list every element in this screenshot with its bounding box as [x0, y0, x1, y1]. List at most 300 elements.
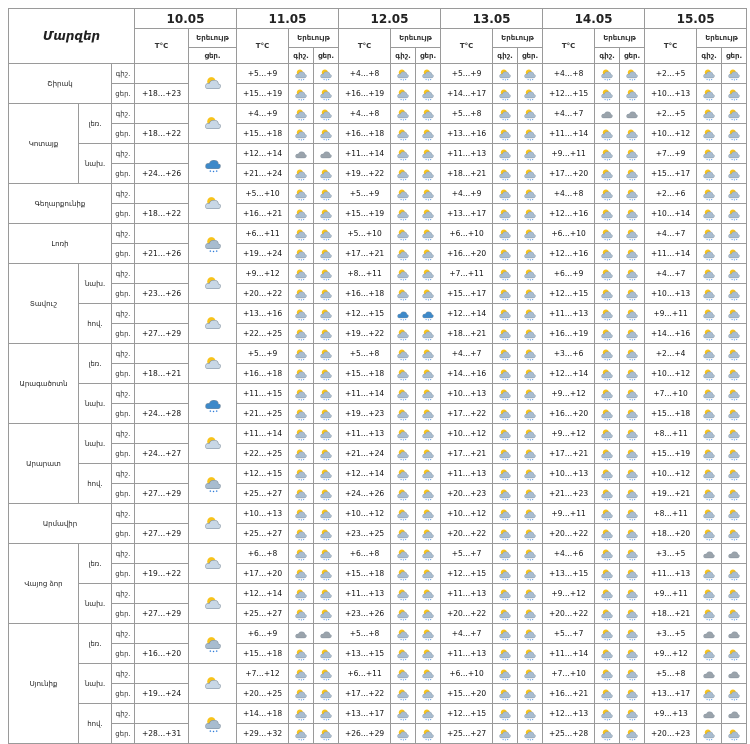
weather-cell	[595, 404, 620, 424]
cloud-sun-rain-icon	[624, 288, 640, 301]
cloud-sun-rain-icon	[497, 528, 513, 541]
cloud-sun-rain-icon	[395, 88, 411, 101]
cloud-sun-rain-icon	[599, 368, 615, 381]
temperature-cell: +5…+8	[441, 104, 493, 124]
weather-cell	[289, 384, 314, 404]
forecast-table-wrapper	[8, 8, 743, 738]
date-header: 10.05	[135, 9, 237, 29]
temperature-cell: +20…+23	[441, 484, 493, 504]
temperature-cell: +21…+26	[135, 244, 189, 264]
temperature-cell: +6…+9	[237, 624, 289, 644]
temperature-cell: +14…+16	[441, 364, 493, 384]
weather-cell	[518, 604, 543, 624]
cloud-sun-rain-icon	[522, 728, 538, 741]
temperature-cell: +6…+8	[339, 544, 391, 564]
weather-cell	[493, 344, 518, 364]
cloud-sun-rain-icon	[420, 168, 436, 181]
weather-cell	[416, 704, 441, 724]
weather-cell	[314, 564, 339, 584]
weather-cell	[518, 324, 543, 344]
weather-cell	[314, 524, 339, 544]
header-date-row	[9, 9, 747, 29]
temperature-cell: +5…+9	[339, 184, 391, 204]
cloud-sun-rain-icon	[420, 128, 436, 141]
temperature-cell	[135, 504, 189, 524]
cloud-sun-rain-icon	[497, 168, 513, 181]
temperature-cell: +11…+13	[339, 584, 391, 604]
cloud-sun-rain-icon	[522, 368, 538, 381]
cloud-sun-rain-icon	[624, 328, 640, 341]
weather-cell	[697, 724, 722, 744]
weather-header: Երեւույթ	[493, 29, 543, 48]
cloud-sun-rain-icon	[522, 588, 538, 601]
weather-cell	[391, 64, 416, 84]
weather-cell	[620, 344, 645, 364]
weather-cell	[595, 544, 620, 564]
weather-cell	[416, 264, 441, 284]
time-of-day-label: գիշ.	[112, 104, 135, 124]
weather-cell	[416, 124, 441, 144]
weather-cell	[391, 644, 416, 664]
cloud-sun-rain-icon	[318, 548, 334, 561]
weather-header: Երեւույթ	[289, 29, 339, 48]
temperature-cell: +16…+18	[339, 284, 391, 304]
cloud-sun-rain-icon	[293, 408, 309, 421]
cloud-sun-rain-icon	[318, 268, 334, 281]
cloud-sun-rain-icon	[522, 468, 538, 481]
temperature-cell: +2…+6	[645, 184, 697, 204]
table-row	[9, 104, 747, 124]
weather-cell	[391, 404, 416, 424]
cloud-sun-rain-icon	[395, 168, 411, 181]
temperature-cell	[135, 64, 189, 84]
weather-cell	[314, 104, 339, 124]
weather-cell	[493, 124, 518, 144]
cloud-sun-rain-icon	[395, 268, 411, 281]
weather-cell	[697, 464, 722, 484]
cloud-icon	[701, 708, 717, 721]
weather-cell	[289, 444, 314, 464]
temperature-cell: +11…+13	[339, 424, 391, 444]
cloud-sun-rain-icon	[624, 688, 640, 701]
cloud-sun-rain-icon	[599, 568, 615, 581]
cloud-sun-rain-icon	[624, 208, 640, 221]
weather-cell	[391, 684, 416, 704]
weather-cell	[697, 584, 722, 604]
cloud-sun-rain-icon	[497, 568, 513, 581]
cloud-sun-rain-icon	[293, 208, 309, 221]
weather-cell	[722, 604, 747, 624]
time-of-day-label: գիշ.	[112, 464, 135, 484]
cloud-sun-rain-icon	[395, 608, 411, 621]
temperature-cell: +17…+21	[339, 244, 391, 264]
temperature-cell: +12…+15	[441, 564, 493, 584]
temperature-cell: +19…+22	[135, 564, 189, 584]
weather-cell	[416, 304, 441, 324]
weather-cell	[314, 64, 339, 84]
cloud-sun-rain-icon	[395, 328, 411, 341]
temperature-cell: +23…+26	[135, 284, 189, 304]
cloud-sun-rain-icon	[293, 428, 309, 441]
cloud-sun-rain-icon	[293, 328, 309, 341]
weather-cell	[314, 144, 339, 164]
cloud-sun-rain-icon	[726, 468, 742, 481]
table-row	[9, 244, 747, 264]
cloud-sun-rain-icon	[522, 228, 538, 241]
temperature-cell: +15…+20	[441, 684, 493, 704]
cloud-sun-rain-icon	[420, 408, 436, 421]
cloud-sun-rain-icon	[395, 228, 411, 241]
region-name: Վայոց ձոր	[9, 544, 79, 624]
cloud-sun-rain-icon	[522, 268, 538, 281]
weather-cell	[620, 264, 645, 284]
temperature-cell: +19…+24	[135, 684, 189, 704]
temperature-cell: +14…+18	[237, 704, 289, 724]
cloud-sun-icon	[202, 515, 224, 533]
temperature-cell: +14…+17	[441, 84, 493, 104]
weather-cell	[620, 504, 645, 524]
cloud-sun-rain-icon	[726, 528, 742, 541]
weather-cell	[314, 184, 339, 204]
cloud-sun-rain-icon	[497, 468, 513, 481]
cloud-rain-icon	[202, 395, 224, 413]
temperature-cell: +24…+27	[135, 444, 189, 464]
weather-cell	[391, 424, 416, 444]
cloud-sun-rain-icon	[599, 708, 615, 721]
day-abbr-header: ցեր.	[416, 48, 441, 64]
weather-cell	[391, 444, 416, 464]
weather-cell	[289, 584, 314, 604]
table-row	[9, 404, 747, 424]
weather-cell	[416, 644, 441, 664]
temp-header: T°C	[339, 29, 391, 64]
weather-cell	[620, 464, 645, 484]
cloud-sun-rain-icon	[624, 128, 640, 141]
cloud-sun-rain-icon	[624, 348, 640, 361]
cloud-sun-rain-icon	[599, 628, 615, 641]
temperature-cell: +20…+22	[237, 284, 289, 304]
cloud-sun-rain-icon	[420, 668, 436, 681]
cloud-sun-icon	[202, 315, 224, 333]
weather-header: Երեւույթ	[391, 29, 441, 48]
time-of-day-label: ցեր.	[112, 484, 135, 504]
temperature-cell: +11…+13	[441, 644, 493, 664]
cloud-sun-rain-icon	[293, 508, 309, 521]
cloud-icon	[318, 148, 334, 161]
cloud-sun-rain-icon	[293, 548, 309, 561]
weather-cell	[722, 684, 747, 704]
region-name: Տավուշ	[9, 264, 79, 344]
weather-cell	[493, 544, 518, 564]
cloud-sun-rain-icon	[701, 728, 717, 741]
temperature-cell: +13…+17	[339, 704, 391, 724]
weather-cell	[595, 464, 620, 484]
temperature-cell: +20…+25	[237, 684, 289, 704]
cloud-sun-rain-icon	[726, 168, 742, 181]
zone-label: լեռ.	[79, 624, 112, 664]
temperature-cell: +22…+25	[237, 324, 289, 344]
cloud-sun-rain-icon	[395, 588, 411, 601]
weather-cell	[518, 264, 543, 284]
weather-cell	[314, 584, 339, 604]
cloud-sun-rain-icon	[599, 188, 615, 201]
cloud-sun-rain-icon	[624, 668, 640, 681]
weather-cell	[493, 244, 518, 264]
cloud-sun-rain-icon	[624, 268, 640, 281]
weather-cell	[595, 704, 620, 724]
time-of-day-label: ցեր.	[112, 244, 135, 264]
weather-cell	[722, 384, 747, 404]
cloud-sun-rain-icon	[318, 648, 334, 661]
cloud-sun-rain-icon	[293, 648, 309, 661]
cloud-icon	[599, 108, 615, 121]
cloud-rain-icon	[202, 155, 224, 173]
cloud-rain-icon	[395, 308, 411, 321]
weather-cell	[289, 104, 314, 124]
weather-cell	[518, 464, 543, 484]
temperature-cell: +9…+11	[645, 584, 697, 604]
cloud-sun-rain-icon	[395, 648, 411, 661]
temperature-cell: +15…+19	[645, 444, 697, 464]
weather-cell	[518, 344, 543, 364]
cloud-sun-rain-icon	[624, 368, 640, 381]
time-of-day-label: գիշ.	[112, 704, 135, 724]
weather-cell	[595, 84, 620, 104]
temperature-cell: +8…+11	[339, 264, 391, 284]
temperature-cell: +14…+16	[645, 324, 697, 344]
weather-cell	[289, 284, 314, 304]
temperature-cell: +27…+29	[135, 484, 189, 504]
cloud-sun-rain-icon	[522, 708, 538, 721]
temperature-cell: +6…+10	[441, 664, 493, 684]
cloud-sun-rain-icon	[522, 248, 538, 261]
weather-cell	[289, 244, 314, 264]
temperature-cell: +4…+9	[237, 104, 289, 124]
temp-header: T°C	[645, 29, 697, 64]
cloud-sun-rain-icon	[420, 208, 436, 221]
weather-cell	[314, 664, 339, 684]
regions-header: Մարզեր	[9, 9, 135, 64]
cloud-sun-rain-icon	[395, 148, 411, 161]
cloud-sun-rain-icon	[420, 428, 436, 441]
cloud-icon	[293, 148, 309, 161]
cloud-sun-rain-icon	[497, 628, 513, 641]
weather-cell	[289, 704, 314, 724]
cloud-sun-rain-icon	[497, 148, 513, 161]
temperature-cell	[135, 224, 189, 244]
temperature-cell: +11…+13	[441, 464, 493, 484]
weather-cell	[493, 64, 518, 84]
cloud-sun-rain-icon	[293, 268, 309, 281]
time-of-day-label: ցեր.	[112, 604, 135, 624]
cloud-sun-rain-icon	[701, 68, 717, 81]
temperature-cell: +3…+6	[543, 344, 595, 364]
weather-cell	[391, 304, 416, 324]
weather-cell	[620, 424, 645, 444]
cloud-sun-rain-icon	[701, 588, 717, 601]
cloud-sun-rain-icon	[599, 288, 615, 301]
cloud-sun-rain-icon	[701, 608, 717, 621]
temperature-cell: +15…+18	[645, 404, 697, 424]
weather-cell	[722, 64, 747, 84]
cloud-sun-rain-icon	[420, 648, 436, 661]
cloud-sun-rain-icon	[522, 648, 538, 661]
temperature-cell: +26…+29	[339, 724, 391, 744]
weather-cell	[697, 204, 722, 224]
cloud-icon	[726, 668, 742, 681]
weather-cell	[518, 724, 543, 744]
cloud-sun-rain-icon	[726, 88, 742, 101]
weather-cell	[595, 124, 620, 144]
weather-cell	[314, 204, 339, 224]
temperature-cell: +10…+13	[645, 84, 697, 104]
table-row	[9, 124, 747, 144]
weather-cell	[314, 444, 339, 464]
weather-cell	[595, 284, 620, 304]
cloud-sun-rain-icon	[395, 428, 411, 441]
temperature-cell: +9…+12	[645, 644, 697, 664]
time-of-day-label: գիշ.	[112, 664, 135, 684]
temperature-cell: +11…+13	[441, 584, 493, 604]
temperature-cell: +16…+19	[543, 324, 595, 344]
weather-cell	[391, 624, 416, 644]
temperature-cell: +9…+12	[543, 424, 595, 444]
temperature-cell	[135, 424, 189, 444]
weather-cell	[391, 664, 416, 684]
weather-cell	[391, 184, 416, 204]
cloud-sun-rain-icon	[318, 408, 334, 421]
table-row	[9, 484, 747, 504]
cloud-sun-rain-icon	[293, 728, 309, 741]
cloud-sun-rain-icon	[420, 688, 436, 701]
weather-cell	[189, 224, 237, 264]
weather-cell	[722, 424, 747, 444]
cloud-sun-rain-icon	[599, 428, 615, 441]
temperature-cell: +21…+25	[237, 404, 289, 424]
temperature-cell: +4…+8	[339, 64, 391, 84]
weather-header: Երեւույթ	[595, 29, 645, 48]
cloud-sun-rain-icon	[318, 428, 334, 441]
temperature-cell: +18…+21	[441, 164, 493, 184]
weather-cell	[189, 504, 237, 544]
weather-cell	[620, 544, 645, 564]
temperature-cell: +12…+15	[441, 704, 493, 724]
night-abbr-header: գիշ.	[493, 48, 518, 64]
weather-cell	[493, 84, 518, 104]
temperature-cell: +12…+16	[543, 204, 595, 224]
temperature-cell: +10…+14	[645, 204, 697, 224]
temperature-cell: +16…+20	[543, 404, 595, 424]
weather-cell	[493, 704, 518, 724]
weather-cell	[314, 484, 339, 504]
cloud-sun-rain-icon	[726, 328, 742, 341]
weather-cell	[391, 104, 416, 124]
cloud-sun-rain-icon	[624, 308, 640, 321]
temperature-cell: +20…+22	[543, 524, 595, 544]
temperature-cell: +12…+15	[339, 304, 391, 324]
weather-cell	[620, 204, 645, 224]
table-row	[9, 164, 747, 184]
time-of-day-label: ցեր.	[112, 324, 135, 344]
temperature-cell: +16…+20	[135, 644, 189, 664]
weather-cell	[289, 264, 314, 284]
temperature-cell: +10…+12	[645, 464, 697, 484]
weather-cell	[493, 624, 518, 644]
cloud-sun-rain-icon	[395, 568, 411, 581]
weather-cell	[493, 404, 518, 424]
weather-cell	[416, 384, 441, 404]
region-name: Կոտայք	[9, 104, 79, 184]
weather-cell	[289, 644, 314, 664]
temperature-cell: +12…+15	[543, 284, 595, 304]
weather-cell	[722, 584, 747, 604]
cloud-sun-rain-icon	[726, 508, 742, 521]
temperature-cell: +6…+9	[543, 264, 595, 284]
temperature-cell: +16…+20	[441, 244, 493, 264]
weather-cell	[620, 604, 645, 624]
weather-cell	[697, 164, 722, 184]
temperature-cell: +19…+24	[237, 244, 289, 264]
cloud-sun-rain-icon	[726, 228, 742, 241]
weather-cell	[620, 584, 645, 604]
weather-cell	[416, 344, 441, 364]
weather-cell	[620, 704, 645, 724]
weather-cell	[518, 184, 543, 204]
temperature-cell	[135, 704, 189, 724]
temperature-cell: +12…+16	[543, 244, 595, 264]
temperature-cell: +18…+21	[645, 604, 697, 624]
weather-cell	[620, 104, 645, 124]
cloud-sun-rain-icon	[522, 608, 538, 621]
temperature-cell: +4…+8	[339, 104, 391, 124]
table-row	[9, 524, 747, 544]
cloud-sun-rain-icon	[318, 488, 334, 501]
weather-cell	[391, 384, 416, 404]
weather-cell	[416, 584, 441, 604]
weather-cell	[518, 64, 543, 84]
temperature-cell: +25…+27	[237, 484, 289, 504]
temperature-cell: +19…+23	[339, 404, 391, 424]
weather-cell	[518, 364, 543, 384]
cloud-sun-rain-icon	[701, 328, 717, 341]
weather-cell	[697, 304, 722, 324]
weather-cell	[697, 224, 722, 244]
weather-cell	[595, 364, 620, 384]
cloud-sun-rain-icon	[318, 248, 334, 261]
zone-label: հով.	[79, 464, 112, 504]
time-of-day-label: գիշ.	[112, 624, 135, 644]
time-of-day-label: գիշ.	[112, 424, 135, 444]
weather-cell	[314, 124, 339, 144]
cloud-sun-rain-icon	[318, 68, 334, 81]
cloud-sun-rain-icon	[726, 248, 742, 261]
temperature-cell: +17…+21	[543, 444, 595, 464]
cloud-sun-rain-icon	[726, 348, 742, 361]
cloud-sun-rain-icon	[420, 628, 436, 641]
table-row	[9, 324, 747, 344]
table-row	[9, 224, 747, 244]
weather-cell	[697, 84, 722, 104]
time-of-day-label: գիշ.	[112, 304, 135, 324]
temperature-cell: +4…+7	[441, 344, 493, 364]
cloud-sun-rain-icon	[318, 368, 334, 381]
cloud-sun-rain-icon	[497, 428, 513, 441]
weather-cell	[289, 564, 314, 584]
temperature-cell: +5…+9	[237, 64, 289, 84]
cloud-sun-rain-icon	[395, 688, 411, 701]
cloud-sun-rain-icon	[599, 508, 615, 521]
cloud-rain-icon	[420, 308, 436, 321]
